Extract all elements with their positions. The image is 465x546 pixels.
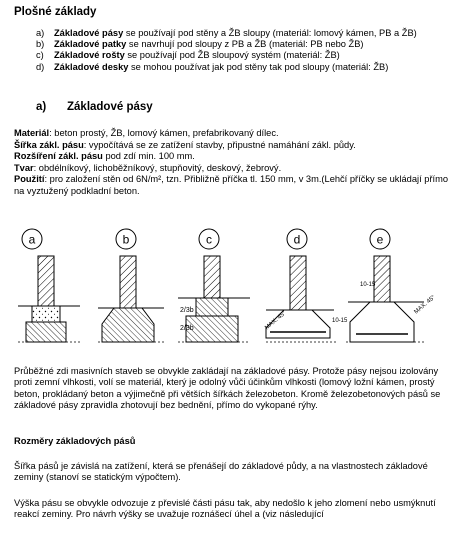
annotation-10-15: 10-15 [332,318,348,324]
definition-label: Tvar [14,162,34,173]
list-item-text: se používají pod stěny a ŽB sloupy (materiál: lomový kámen, PB a ŽB) [123,28,417,38]
list-item-term: Základové pásy [54,28,124,38]
paragraph-width: Šířka pásů je závislá na zatížení, která se přenášejí do základové půdy, a na vlastnostech základové zeminy (stanoví se statickým výpočtem). [14,461,428,483]
svg-text:a: a [28,232,36,247]
definition-line [14,128,454,140]
foundation-strips-drawing [14,226,454,352]
definition-label: Rozšíření zákl. pásu [14,151,103,162]
svg-text:d: d [293,232,301,247]
list-marker: b) [36,39,45,50]
foundation-section-d [264,256,348,342]
section-marker: a) [36,101,47,113]
list-item-text: se používají pod ŽB sloupový systém (materiál: ŽB) [124,50,340,61]
foundation-section-a [18,256,80,342]
list-item-text: se mohou používat jak pod stěny tak pod sloupy (materiál: ŽB) [128,61,389,72]
figure-label-c [199,229,219,249]
definition-line [14,151,454,163]
list-item-text: se navrhují pod sloupy z PB a ŽB (materiál: PB nebo ŽB) [126,39,364,50]
foundation-section-e [346,256,437,342]
definition-line [14,140,454,152]
annotation-10-15: 10-15 [360,282,376,288]
foundation-strips-figure [14,226,454,352]
section-title: Základové pásy [67,101,153,113]
paragraph-dimensions-heading: Rozměry základových pásů [14,436,136,446]
svg-text:b: b [122,232,130,247]
list-item [36,50,456,61]
section-heading [36,101,153,113]
figure-label-a [22,229,42,249]
list-item [36,28,456,39]
list-item-term: Základové desky [54,61,129,72]
paragraph-height: Výška pásu se obvykle odvozuje z převislé části pásu tak, aby nedošlo k jeho zlomení nebo usmýknutí reakcí zeminy. Pro návrh výšky se uvažuje roznášecí úhel a (viz následující [14,498,436,520]
annotation-2-3b: 2/3b [180,307,194,314]
definition-text: pod zdí min. 100 mm. [102,151,195,162]
paragraph-strip-walls: Průběžné zdi masivních staveb se obvykle zakládají na základové pásy. Protože pásy nejsou izolovány proti zemní vlhkosti, volí se materiál, který je odolný vůči účinkům vlhkosti (lomový ložní kámen, prostý beton, prokládaný beton a výjimečně při větších šířkách železobeton. Kromě železobetonových pásů se základové pásy zpravidla zhotovují bez bednění, přímo do vykopané rýhy. [14,366,441,411]
list-item-term: Základové rošty [54,50,125,61]
definition-text: : pro založení stěn od 6N/m², tzn. Přibližně příčka tl. 150 mm, v 3m.(Lehčí příčky se ukládají přímo na vyztužený podkladní beton. [14,174,449,196]
definition-line [14,163,454,175]
list-marker: d) [36,61,45,72]
definition-line [14,174,454,197]
definition-label: Materiál [14,128,50,138]
annotation-max-45: MAX. 45° [413,294,437,316]
page-heading: Plošné základy [14,6,97,18]
annotation-max-45: MAX. 45° [264,310,288,332]
foundation-section-b [98,256,164,342]
figure-label-d [287,229,307,249]
definition-text: : vypočítává se ze zatížení stavby, připustné namáhání zákl. půdy. [83,139,356,150]
figure-label-b [116,229,136,249]
definitions-block [14,128,454,198]
definition-text: : obdélníkový, lichoběžníkový, stupňovitý, deskový, žebrový. [33,162,282,173]
definition-label: Použití [14,174,45,185]
definition-label: Šířka zákl. pásu [14,139,84,150]
list-item [36,39,456,50]
svg-text:e: e [376,232,384,247]
list-item [36,62,456,73]
annotation-2-3b: 2/3b [180,325,194,332]
definition-text: : beton prostý, ŽB, lomový kámen, prefabrikovaný dílec. [49,128,279,138]
svg-text:c: c [206,232,212,247]
foundation-section-c [178,256,250,342]
list-item-term: Základové patky [54,39,127,50]
list-marker: c) [36,50,44,61]
figure-label-e [370,229,390,249]
list-marker: a) [36,28,45,38]
foundation-types-list [36,28,456,73]
